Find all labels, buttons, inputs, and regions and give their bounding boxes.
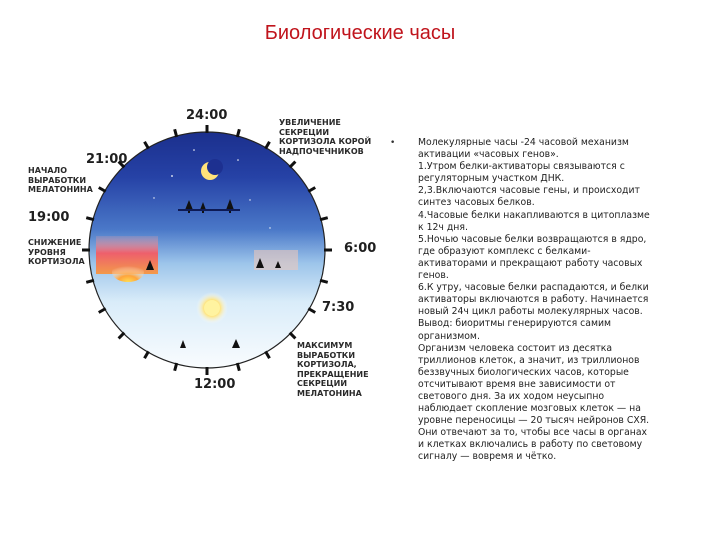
slide-title: Биологические часы [264, 22, 456, 44]
text-line: и клетках включались в работу по световому [418, 439, 643, 451]
clock-tick [99, 309, 106, 313]
text-line: триллионов клеток, а значит, из триллионов [418, 354, 640, 366]
text-line: сигналу — вовремя и чётко. [418, 451, 557, 463]
annotation-cortisol-decrease: СНИЖЕНИЕ УРОВНЯ КОРТИЗОЛА [28, 238, 85, 267]
text-line: наблюдает скопление мозговых клеток — на [418, 403, 641, 415]
text-line: уровне переносицы — 20 тысяч нейронов СХЯ. [418, 415, 650, 427]
clock-tick [290, 162, 296, 168]
text-line: регуляторным участком ДНК. [418, 173, 565, 185]
text-line: 2,3.Включаются часовые гены, и происходит [418, 185, 640, 197]
annotation-melatonin-start: НАЧАЛО ВЫРАБОТКИ МЕЛАТОНИНА [28, 166, 93, 195]
text-line: активаторами и прекращают работу часовых [418, 257, 643, 269]
time-label-6: 6:00 [344, 241, 377, 256]
clock-tick [237, 363, 239, 371]
clock-tick [320, 218, 328, 220]
time-label-730: 7:30 [322, 300, 355, 315]
clock-tick [290, 333, 296, 339]
annotation-cortisol-max: МАКСИМУМ ВЫРАБОТКИ КОРТИЗОЛА, ПРЕКРАЩЕНИЕ СЕКРЕЦИИ МЕЛАТОНИНА [297, 341, 369, 398]
text-line: 1.Утром белки-активаторы связываются с [418, 161, 625, 173]
time-label-24: 24:00 [186, 108, 228, 123]
text-line: новый 24ч цикл работы молекулярных часов. [418, 306, 643, 318]
text-line: отсчитывают время вне зависимости от [418, 378, 616, 390]
clock-tick [86, 218, 94, 220]
clock-tick [266, 142, 270, 149]
text-line: к 12ч дня. [418, 221, 468, 233]
text-line: организмом. [418, 330, 480, 342]
clock-tick [320, 280, 328, 282]
clock-tick [145, 142, 149, 149]
clock-tick [99, 188, 106, 192]
text-line: Молекулярные часы -24 часовой механизм [418, 137, 629, 148]
time-label-12: 12:00 [194, 377, 236, 392]
text-line: генов. [418, 270, 449, 282]
explanation-text [418, 137, 680, 464]
clock-tick [237, 129, 239, 137]
clock-tick [308, 188, 315, 192]
text-line: Они отвечают за то, чтобы все часы в органах [418, 427, 648, 439]
text-line: активаторы включаются в работу. Начинается [418, 294, 649, 306]
clock-tick [145, 351, 149, 358]
clock-tick [86, 280, 94, 282]
text-line: Организм человека состоит из десятка [418, 342, 613, 354]
text-line: 6.К утру, часовые белки распадаются, и белки [418, 282, 649, 294]
text-line: 5.Ночью часовые белки возвращаются в ядро, [418, 233, 647, 245]
text-line: беззвучных биологических часов, которые [418, 366, 629, 378]
text-line: светового дня. За их ходом неусыпно [418, 390, 605, 402]
clock-tick [175, 363, 177, 371]
text-line: синтез часовых белков. [418, 197, 535, 209]
text-line: активации «часовых генов». [418, 149, 559, 161]
clock-tick [308, 309, 315, 313]
time-label-19: 19:00 [28, 210, 70, 225]
time-label-21: 21:00 [86, 152, 128, 167]
bullet-marker: • [390, 138, 396, 148]
clock-tick [266, 351, 270, 358]
clock-tick [119, 333, 125, 339]
text-line: Вывод: биоритмы генерируются самим [418, 318, 612, 330]
annotation-cortisol-increase: УВЕЛИЧЕНИЕ СЕКРЕЦИИ КОРТИЗОЛА КОРОЙ НАДПОЧЕЧНИКОВ [279, 118, 372, 156]
clock-tick [175, 129, 177, 137]
text-line: 4.Часовые белки накапливаются в цитоплазме [418, 209, 650, 221]
text-line: где образуют комплекс с белками- [418, 245, 591, 257]
